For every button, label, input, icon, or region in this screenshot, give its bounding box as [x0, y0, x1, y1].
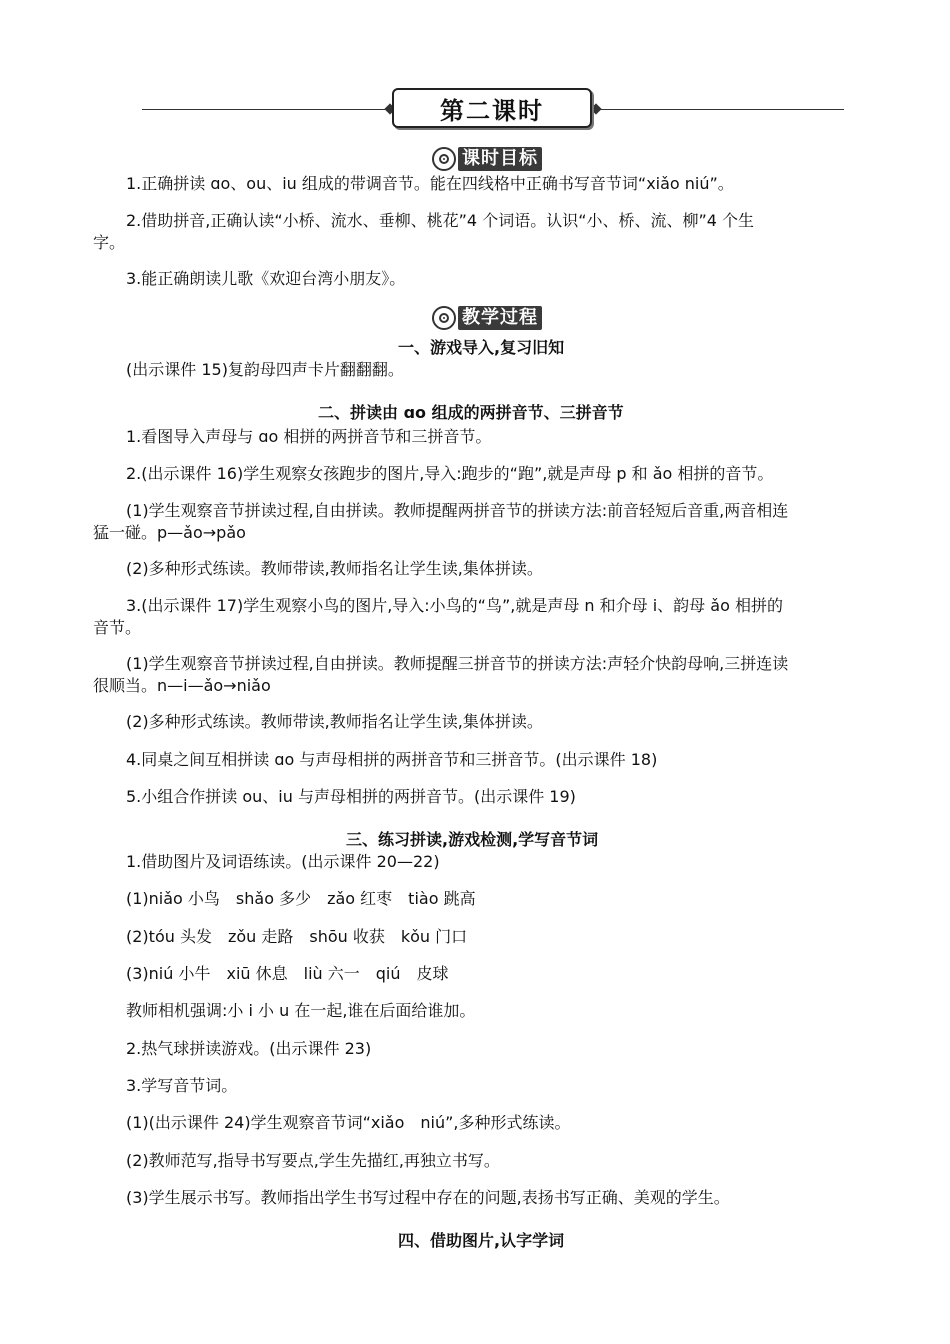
section-heading-3: 三、练习拼读,游戏检测,学写音节词: [346, 830, 599, 849]
objective-item-cont: 字。: [93, 233, 126, 252]
target-icon: [432, 147, 456, 171]
paragraph: (3)学生展示书写。教师指出学生书写过程中存在的问题,表扬书写正确、美观的学生。: [126, 1188, 730, 1207]
paragraph: (1)学生观察音节拼读过程,自由拼读。教师提醒两拼音节的拼读方法:前音轻短后音重,两音相连: [126, 501, 789, 520]
process-heading: 教学过程: [458, 306, 542, 330]
paragraph-cont: 很顺当。n—i—ǎo→niǎo: [93, 676, 271, 695]
practice-line: (3)niú 小牛 xiū 休息 liù 六一 qiú 皮球: [126, 964, 449, 983]
title-ornament-right: [590, 103, 601, 114]
section-heading-4: 四、借助图片,认字学词: [398, 1231, 565, 1250]
paragraph: 2.热气球拼读游戏。(出示课件 23): [126, 1039, 372, 1058]
paragraph-cont: 音节。: [93, 618, 142, 637]
section-heading-2: 二、拼读由 ɑo 组成的两拼音节、三拼音节: [318, 403, 624, 422]
objective-item: 3.能正确朗读儿歌《欢迎台湾小朋友》。: [126, 269, 406, 288]
title-rule-right: [594, 109, 844, 110]
lesson-title-banner: [142, 88, 844, 132]
paragraph: 4.同桌之间互相拼读 ɑo 与声母相拼的两拼音节和三拼音节。(出示课件 18): [126, 750, 658, 769]
objective-item: 1.正确拼读 ɑo、ou、iu 组成的带调音节。能在四线格中正确书写音节词“xiǎo niú”。: [126, 174, 734, 193]
target-icon: [432, 306, 456, 330]
paragraph: 教师相机强调:小 i 小 u 在一起,谁在后面给谁加。: [126, 1001, 476, 1020]
lesson-title: 第二课时: [392, 88, 592, 128]
paragraph: 2.(出示课件 16)学生观察女孩跑步的图片,导入:跑步的“跑”,就是声母 p 和 ǎo 相拼的音节。: [126, 464, 774, 483]
practice-line: (1)niǎo 小鸟 shǎo 多少 zǎo 红枣 tiào 跳高: [126, 889, 476, 908]
paragraph: 5.小组合作拼读 ou、iu 与声母相拼的两拼音节。(出示课件 19): [126, 787, 576, 806]
paragraph: (1)(出示课件 24)学生观察音节词“xiǎo niú”,多种形式练读。: [126, 1113, 571, 1132]
paragraph: 3.(出示课件 17)学生观察小鸟的图片,导入:小鸟的“鸟”,就是声母 n 和介母 i、韵母 ǎo 相拼的: [126, 596, 783, 615]
paragraph: (2)多种形式练读。教师带读,教师指名让学生读,集体拼读。: [126, 559, 543, 578]
paragraph: (1)学生观察音节拼读过程,自由拼读。教师提醒三拼音节的拼读方法:声轻介快韵母响,三拼连读: [126, 654, 789, 673]
objectives-badge: [432, 146, 542, 172]
paragraph-cont: 猛一碰。p—ǎo→pǎo: [93, 523, 246, 542]
practice-line: (2)tóu 头发 zǒu 走路 shōu 收获 kǒu 门口: [126, 927, 468, 946]
objectives-heading: 课时目标: [458, 147, 542, 171]
paragraph: (2)多种形式练读。教师带读,教师指名让学生读,集体拼读。: [126, 712, 543, 731]
paragraph: (出示课件 15)复韵母四声卡片翻翻翻。: [126, 360, 404, 379]
objective-item: 2.借助拼音,正确认读“小桥、流水、垂柳、桃花”4 个词语。认识“小、桥、流、柳”4 个生: [126, 211, 755, 230]
paragraph: 1.看图导入声母与 ɑo 相拼的两拼音节和三拼音节。: [126, 427, 492, 446]
section-heading-1: 一、游戏导入,复习旧知: [398, 338, 565, 357]
paragraph: 1.借助图片及词语练读。(出示课件 20—22): [126, 852, 440, 871]
title-rule-left: [142, 109, 390, 110]
paragraph: (2)教师范写,指导书写要点,学生先描红,再独立书写。: [126, 1151, 500, 1170]
process-badge: [432, 305, 542, 331]
paragraph: 3.学写音节词。: [126, 1076, 238, 1095]
